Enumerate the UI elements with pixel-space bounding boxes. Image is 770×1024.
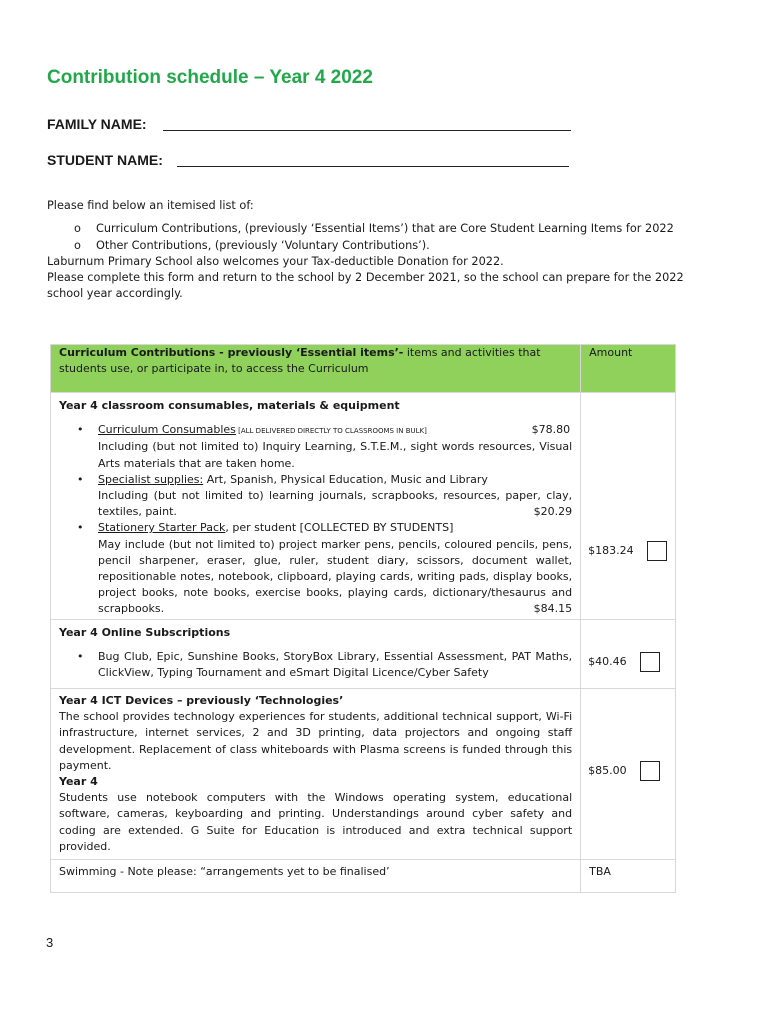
- amount-wrap: [588, 761, 660, 781]
- header-bold-text: Curriculum Contributions - previously ‘Essential items’-: [59, 346, 404, 359]
- table-row: [51, 620, 676, 689]
- amount-wrap: [588, 652, 660, 672]
- list-item: [59, 520, 572, 617]
- ict-checkbox[interactable]: [640, 761, 660, 781]
- student-name-row: [47, 152, 163, 168]
- item-text: Bug Club, Epic, Sunshine Books, StoryBox Library, Essential Assessment, PAT Maths, ClickView, Typing Tournament and eSmart Digital Licence/Cyber Safety: [98, 650, 573, 680]
- item-description-wrap: [98, 488, 572, 520]
- list-item-text: Curriculum Contributions, (previously ‘Essential Items’) that are Core Student Learning Items for 2022: [96, 222, 674, 236]
- online-checkbox[interactable]: [640, 652, 660, 672]
- amount-value: $183.24: [588, 543, 634, 557]
- table-row: [51, 393, 676, 620]
- header-amount: Amount: [581, 345, 676, 393]
- contribution-table: [50, 344, 676, 893]
- item-text: Art, Spanish, Physical Education, Music and Library: [203, 472, 488, 486]
- header-text: items and activities that students use, or participate in, to access the Curriculum: [59, 346, 541, 376]
- item-name: Specialist supplies:: [98, 472, 204, 486]
- bullet-icon: •: [77, 521, 84, 535]
- item-price: $78.80: [531, 423, 571, 437]
- amount-value: $40.46: [588, 654, 627, 668]
- ict-amount-cell: [581, 689, 676, 860]
- list-marker: o: [74, 222, 81, 236]
- section-title: Year 4 classroom consumables, materials & equipment: [59, 399, 400, 412]
- item-name: Curriculum Consumables: [98, 423, 236, 437]
- student-name-label: STUDENT NAME:: [47, 152, 163, 168]
- bullet-icon: •: [77, 472, 84, 486]
- list-marker: o: [74, 238, 81, 252]
- family-name-field[interactable]: [163, 130, 571, 131]
- ict-description: The school provides technology experiences for students, additional technical support, Wi-Fi infrastructure, internet services, 2 and 3D printing, data projectors and ongoing staff development. Replacement of class whiteboards with Plasma screens is funded through this payment.: [59, 710, 573, 772]
- list-item: [59, 649, 572, 681]
- amount-value: $85.00: [588, 763, 627, 777]
- intro-text: [47, 198, 687, 303]
- item-description: May include (but not limited to) project marker pens, pencils, coloured pencils, pens, pencil sharpener, eraser, glue, ruler, student diary, scissors, document wallet, repositionable notes, notebook, clipboard, playing cards, writing pads, display books, project books, note books, exercise books, playing cards, dictionary/thesaurus and scrapbooks.: [98, 537, 573, 616]
- classroom-cell: [51, 393, 581, 620]
- swimming-cell: Swimming - Note please: “arrangements yet to be finalised’: [51, 860, 581, 893]
- online-amount-cell: [581, 620, 676, 689]
- list-item: [59, 472, 572, 521]
- family-name-label: FAMILY NAME:: [47, 116, 147, 132]
- item-note: [ALL DELIVERED DIRECTLY TO CLASSROOMS IN BULK]: [235, 427, 427, 436]
- item-price: $20.29: [533, 505, 573, 519]
- classroom-amount-cell: [581, 393, 676, 620]
- intro-list: [47, 221, 687, 254]
- header-description: [51, 345, 581, 393]
- page-title: Contribution schedule – Year 4 2022: [47, 67, 373, 88]
- bullet-icon: •: [77, 423, 84, 437]
- item-description: Including (but not limited to) learning journals, scrapbooks, resources, paper, clay, textiles, paint.: [98, 489, 573, 519]
- student-name-field[interactable]: [177, 166, 569, 167]
- ict-description-2: Students use notebook computers with the Windows operating system, educational software, cameras, keyboarding and printing. Understandings around cyber safety and coding are extended. G Suite for Education is introduced and extra technical support provided.: [59, 791, 573, 853]
- table-row: [51, 860, 676, 893]
- item-description: Including (but not limited to) Inquiry Learning, S.T.E.M., sight words resources, Visual Arts materials that are taken home.: [98, 440, 573, 470]
- item-text: , per student [COLLECTED BY STUDENTS]: [225, 521, 454, 535]
- list-item: [47, 238, 687, 254]
- item-price: $84.15: [533, 602, 573, 616]
- section-title: Year 4 ICT Devices – previously ‘Technologies’: [59, 694, 344, 707]
- swimming-amount: TBA: [581, 860, 676, 893]
- family-name-row: [47, 116, 147, 132]
- page-number: 3: [46, 935, 54, 950]
- return-instructions: Please complete this form and return to the school by 2 December 2021, so the school can prepare for the 2022 school year accordingly.: [47, 271, 684, 301]
- ict-cell: [51, 689, 581, 860]
- intro-lead: Please find below an itemised list of:: [47, 199, 254, 212]
- table-header-row: [51, 345, 676, 393]
- table-row: [51, 689, 676, 860]
- list-item-text: Other Contributions, (previously ‘Voluntary Contributions’).: [96, 238, 430, 252]
- online-cell: [51, 620, 581, 689]
- list-item: [59, 422, 572, 472]
- item-name: Stationery Starter Pack: [98, 521, 226, 535]
- amount-wrap: [588, 541, 667, 561]
- list-item: [47, 221, 687, 237]
- ict-subtitle: Year 4: [59, 775, 98, 789]
- donation-note: Laburnum Primary School also welcomes your Tax-deductible Donation for 2022.: [47, 254, 504, 268]
- bullet-icon: •: [77, 650, 84, 664]
- section-title: Year 4 Online Subscriptions: [59, 626, 231, 639]
- classroom-checkbox[interactable]: [647, 541, 667, 561]
- item-description-wrap: [98, 537, 572, 618]
